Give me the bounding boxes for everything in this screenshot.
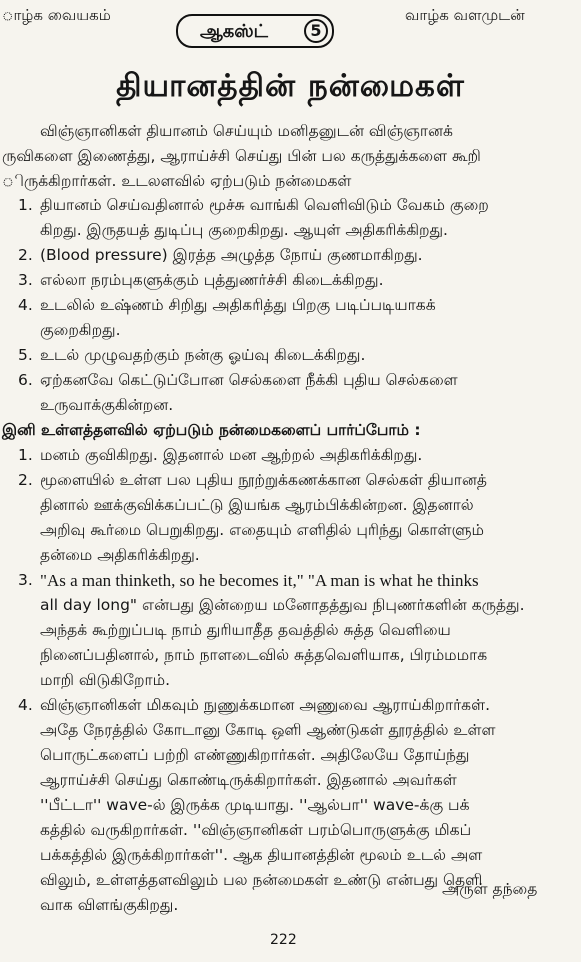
mind-point-line: ''பீட்டா'' wave-ல் இருக்க முடியாது. ''ஆல்பா'' wave-க்கு பக் xyxy=(40,796,470,814)
body-point-line: தியானம் செய்வதினால் மூச்சு வாங்கி வெளிவிடும் வேகம் குறை xyxy=(40,196,489,214)
mind-point-line: பொருட்களைப் பற்றி எண்ணுகிறார்கள். அதிலேயே தோய்ந்து xyxy=(40,746,470,764)
day-number: 5 xyxy=(304,19,328,43)
intro-line: ிருக்கிறார்கள். உடலளவில் ஏற்படும் நன்மைகள் xyxy=(2,172,352,190)
page-title: தியானத்தின் நன்மைகள் xyxy=(116,68,465,104)
mind-point-line: கத்தில் வருகிறார்கள். ''விஞ்ஞானிகள் பரம்பொருளுக்கு மிகப் xyxy=(40,821,472,839)
body-point-line: குறைகிறது. xyxy=(40,321,121,339)
mind-point-line: ஆராய்ச்சி செய்து கொண்டிருக்கிறார்கள். இதனால் அவர்கள் xyxy=(40,771,457,789)
mind-point-line: விஞ்ஞானிகள் மிகவும் நுணுக்கமான அணுவை ஆராய்கிறார்கள். xyxy=(40,696,490,714)
body-point-line: உடல் முழுவதற்கும் நன்கு ஓய்வு கிடைக்கிறது. xyxy=(40,346,366,364)
body-point-number: 1. xyxy=(18,196,33,214)
mind-point-line: all day long" என்பது இன்றைய மனோதத்துவ நிபுணர்களின் கருத்து. xyxy=(40,596,525,614)
body-point-number: 3. xyxy=(18,271,33,289)
header-left-text: ாழ்க வையகம் xyxy=(2,6,111,24)
mind-point-line: அந்தக் கூற்றுப்படி நாம் துரியாதீத தவத்தில் சுத்த வெளியை xyxy=(40,621,451,639)
section-subheading: இனி உள்ளத்தளவில் ஏற்படும் நன்மைகளைப் பார்ப்போம் : xyxy=(2,421,421,439)
page-number: 222 xyxy=(270,932,297,948)
mind-point-line: "As a man thinketh, so he becomes it," "A man is what he thinks xyxy=(40,571,479,590)
mind-point-line: அதே நேரத்தில் கோடானு கோடி ஒளி ஆண்டுகள் தூரத்தில் உள்ள xyxy=(40,721,496,739)
mind-point-line: விலும், உள்ளத்தளவிலும் பல நன்மைகள் உண்டு என்பது தெளி xyxy=(40,871,483,889)
mind-point-line: தன்மை அதிகரிக்கிறது. xyxy=(40,546,200,564)
mind-point-line: மனம் குவிகிறது. இதனால் மன ஆற்றல் அதிகரிக்கிறது. xyxy=(40,446,423,464)
body-point-line: (Blood pressure) இரத்த அழுத்த நோய் குணமாகிறது. xyxy=(40,246,423,264)
body-point-line: எல்லா நரம்புகளுக்கும் புத்துணர்ச்சி கிடைக்கிறது. xyxy=(40,271,384,289)
body-point-line: உடலில் உஷ்ணம் சிறிது அதிகரித்து பிறகு படிப்படியாகக் xyxy=(40,296,436,314)
month-label: ஆகஸ்ட் xyxy=(200,21,268,42)
mind-point-line: வாக விளங்குகிறது. xyxy=(40,896,179,914)
mind-point-line: அறிவு கூர்மை பெறுகிறது. எதையும் எளிதில் புரிந்து கொள்ளும் xyxy=(40,521,484,539)
mind-point-number: 2. xyxy=(18,471,33,489)
mind-point-line: நினைப்பதினால், நாம் நாளடைவில் சுத்தவெளியாக, பிரம்மமாக xyxy=(40,646,488,664)
intro-line: விஞ்ஞானிகள் தியானம் செய்யும் மனிதனுடன் விஞ்ஞானக் xyxy=(40,122,453,140)
mind-point-number: 1. xyxy=(18,446,33,464)
body-point-line: கிறது. இருதயத் துடிப்பு குறைகிறது. ஆயுள் அதிகரிக்கிறது. xyxy=(40,221,448,239)
body-point-number: 2. xyxy=(18,246,33,264)
mind-point-line: பக்கத்தில் இருக்கிறார்கள்''. ஆக தியானத்தின் மூலம் உடல் அள xyxy=(40,846,483,864)
author-signature: அருள் தந்தை xyxy=(442,880,538,898)
body-point-line: உருவாக்குகின்றன. xyxy=(40,396,174,414)
body-point-number: 6. xyxy=(18,371,33,389)
mind-point-line: மூளையில் உள்ள பல புதிய நூற்றுக்கணக்கான செல்கள் தியானத் xyxy=(40,471,488,489)
mind-point-number: 4. xyxy=(18,696,33,714)
mind-point-line: தினால் ஊக்குவிக்கப்பட்டு இயங்க ஆரம்பிக்கின்றன. இதனால் xyxy=(40,496,474,514)
body-point-line: ஏற்கனவே கெட்டுப்போன செல்களை நீக்கி புதிய செல்களை xyxy=(40,371,458,389)
mind-point-line: மாறி விடுகிறோம். xyxy=(40,671,171,689)
body-point-number: 5. xyxy=(18,346,33,364)
date-badge xyxy=(176,14,334,48)
header-right-text: வாழ்க வளமுடன் xyxy=(405,6,525,24)
body-point-number: 4. xyxy=(18,296,33,314)
mind-point-number: 3. xyxy=(18,571,33,589)
intro-line: ருவிகளை இணைத்து, ஆராய்ச்சி செய்து பின் பல கருத்துக்களை கூறி xyxy=(2,147,481,165)
